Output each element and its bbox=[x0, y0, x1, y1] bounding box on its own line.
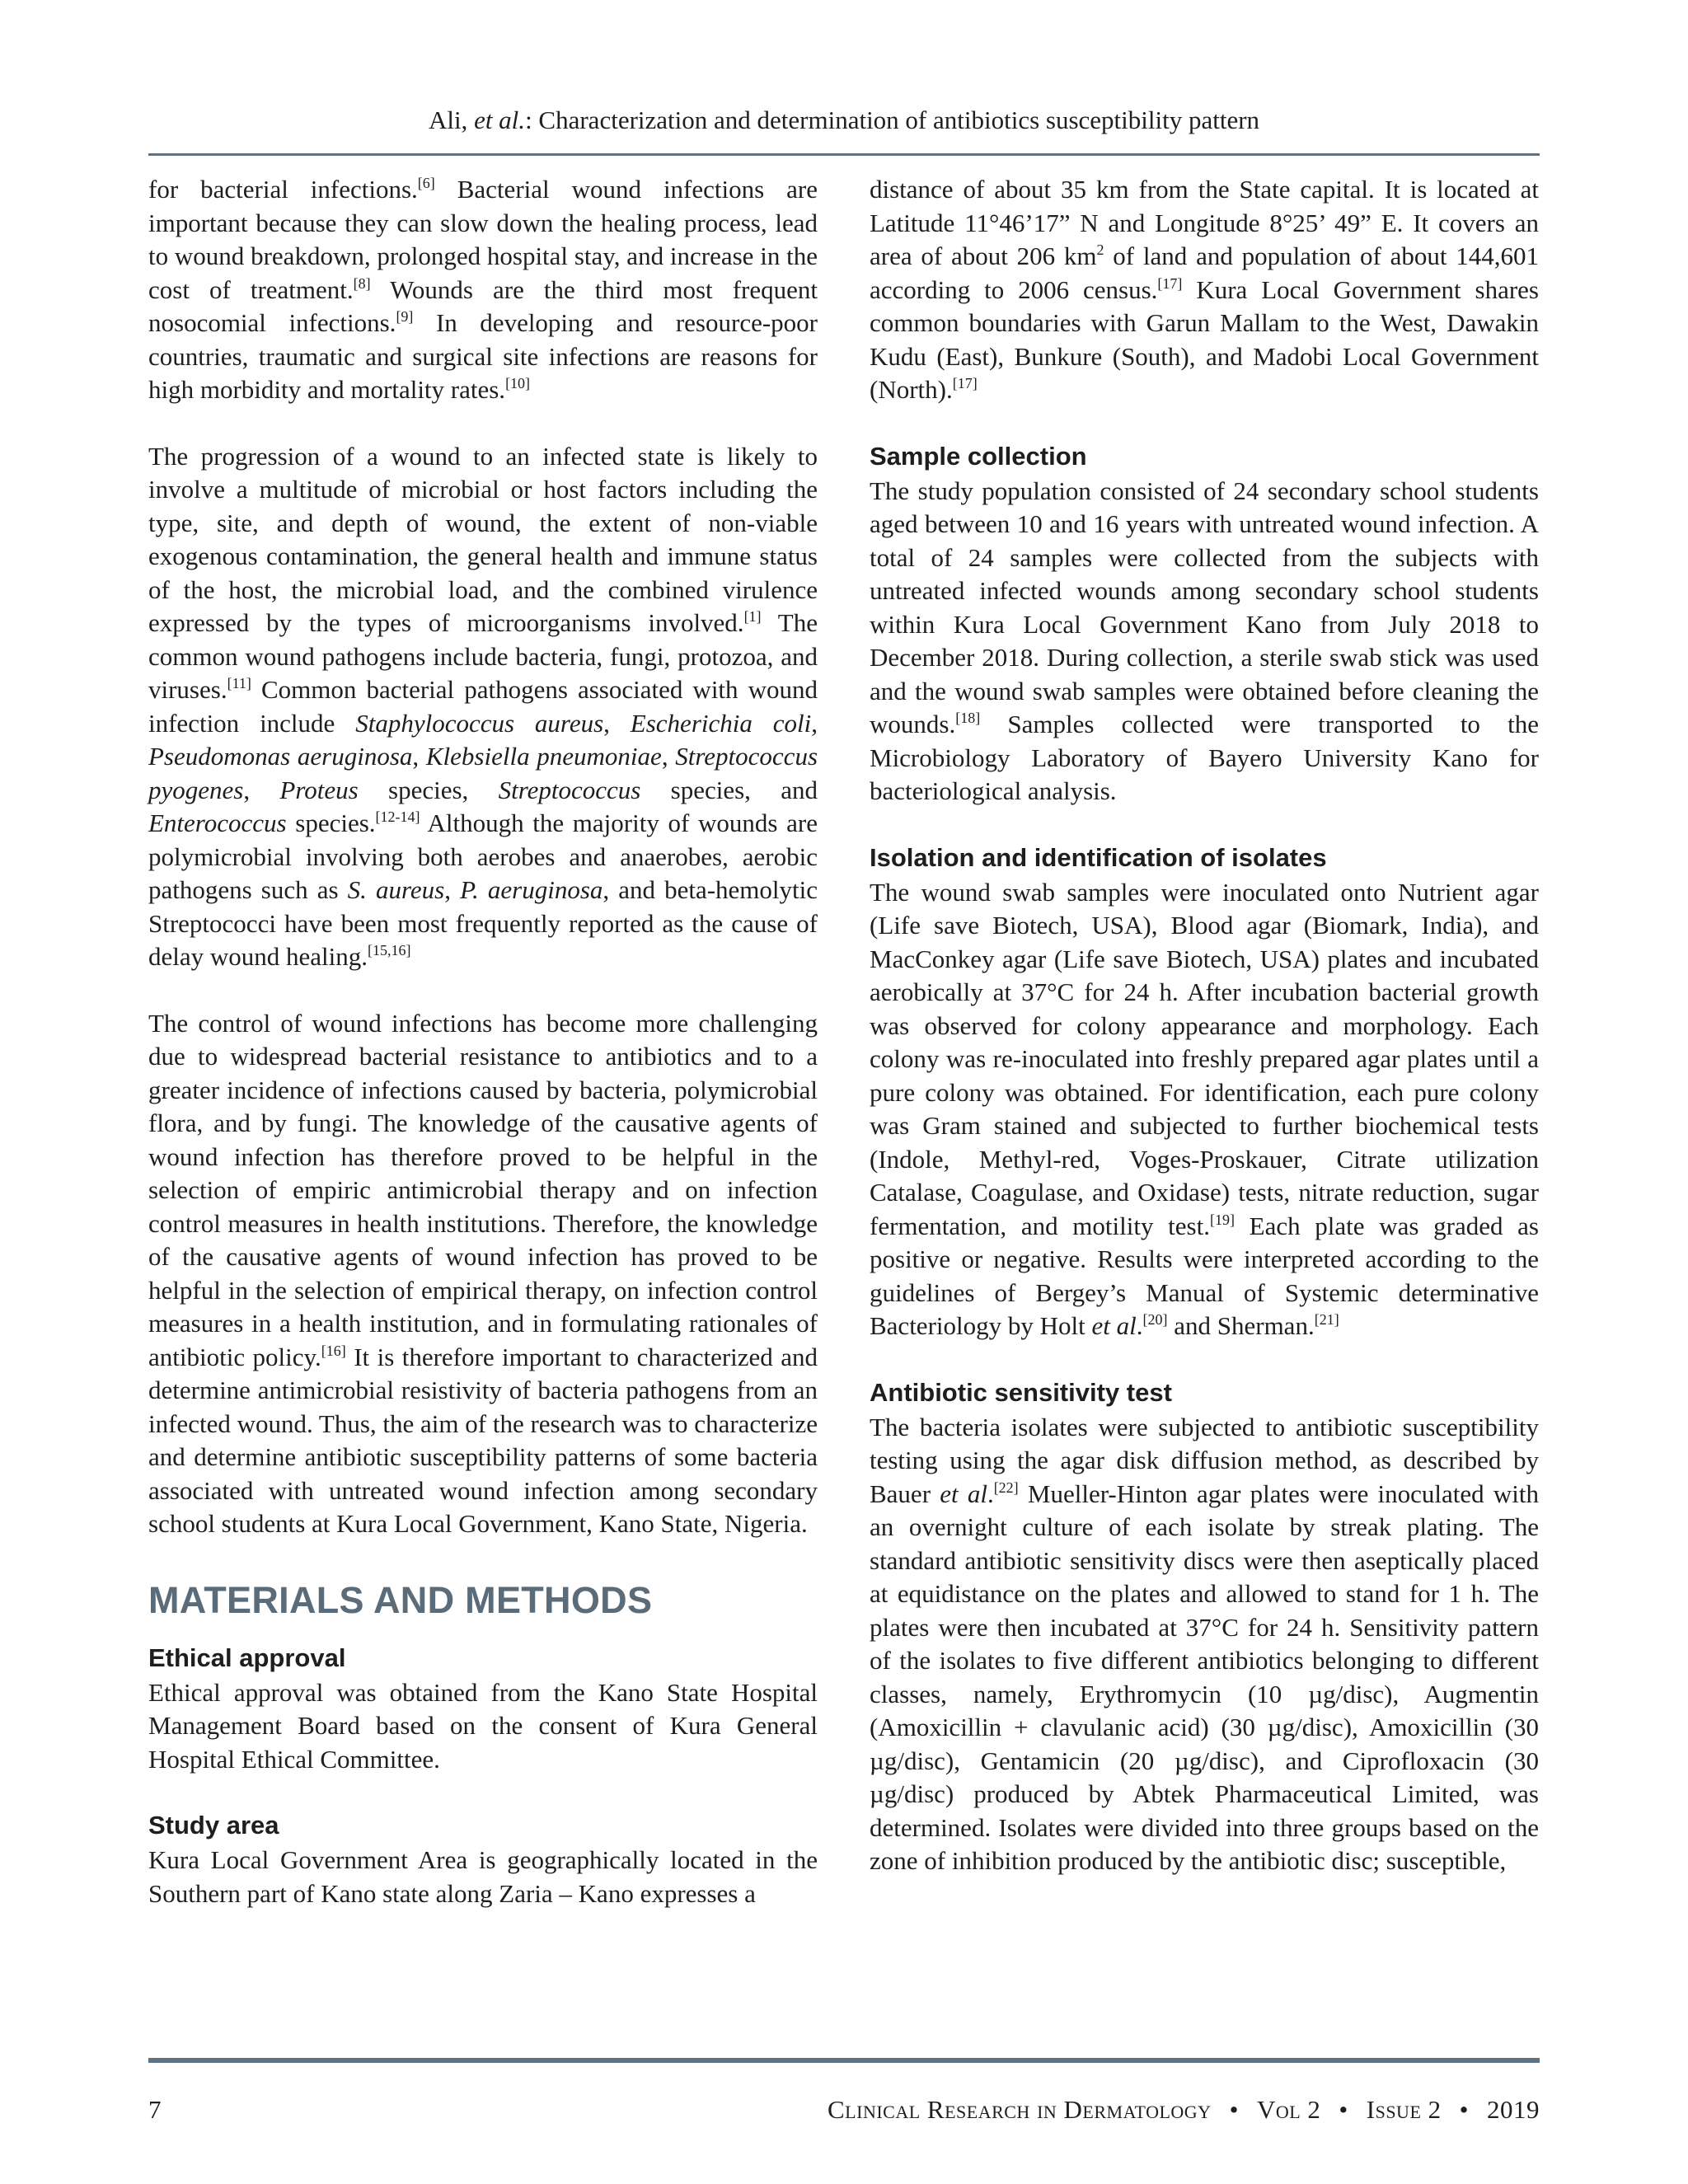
text-run: species, bbox=[358, 775, 499, 804]
journal-info bbox=[828, 2093, 1540, 2126]
footer-bullet: • bbox=[1229, 2095, 1239, 2124]
isolation-paragraph bbox=[870, 876, 1539, 1343]
citation-ref: [21] bbox=[1314, 1311, 1339, 1328]
header-author: Ali, bbox=[428, 105, 475, 134]
subheading-isolation: Isolation and identification of isolates bbox=[870, 842, 1327, 872]
page-footer bbox=[148, 2093, 1540, 2126]
left-paragraph-1 bbox=[148, 173, 818, 407]
species-name: Staphylococcus aureus bbox=[355, 708, 604, 738]
text-run: The study population consisted of 24 secondary school students aged between 10 and 16 years with untreated wound infection. A total of 24 samples were collected from the subjects with untreated infected wounds among secondary school students within Kura Local Government Kano from July 2018 to December 2018. During collection, a sterile swab stick was used and the wound swab samples were obtained before cleaning the wounds. bbox=[870, 476, 1539, 738]
section-heading-materials: MATERIALS AND METHODS bbox=[148, 1578, 653, 1621]
left-paragraph-3 bbox=[148, 1007, 818, 1541]
right-paragraph-1 bbox=[870, 173, 1539, 407]
text-run: Although the majority of wounds are polymicrobial involving both aerobes and anaerobes, aerobic pathogens such as bbox=[148, 808, 818, 904]
left-column bbox=[148, 173, 818, 1910]
citation-ref: [11] bbox=[227, 675, 251, 691]
text-run: The control of wound infections has become more challenging due to widespread bacterial resistance to antibiotics and to a greater incidence of infections caused by bacteria, polymicrobial flora, and by fungi. The knowledge of the causative agents of wound infection has therefore proved to be helpful in the selection of empiric antimicrobial therapy and on infection control measures in health institutions. Therefore, the knowledge of the causative agents of wound infection has proved to be helpful in the selection of empirical therapy, on infection control measures in a health institution, and in formulating rationales of antibiotic policy. bbox=[148, 1008, 818, 1371]
text-run: . bbox=[987, 1479, 994, 1508]
footer-bullet: • bbox=[1459, 2095, 1469, 2124]
text-run: , bbox=[603, 708, 631, 738]
subheading-antibiotic-test: Antibiotic sensitivity test bbox=[870, 1377, 1172, 1407]
citation-ref: [19] bbox=[1209, 1211, 1235, 1228]
species-name: S. aureus bbox=[347, 875, 445, 904]
species-name: Streptococcus pyogenes bbox=[148, 742, 818, 804]
ethical-paragraph: Ethical approval was obtained from the Kano State Hospital Management Board based on the consent of Kura General Hospital Ethical Committee. bbox=[148, 1677, 818, 1774]
antibiotic-paragraph bbox=[870, 1411, 1539, 1878]
citation-ref: [17] bbox=[1157, 274, 1183, 292]
text-run: Samples collected were transported to the Microbiology Laboratory of Bayero University Kano for bacteriological analysis. bbox=[870, 710, 1539, 805]
text-run: species. bbox=[286, 808, 376, 837]
left-paragraph-2 bbox=[148, 440, 818, 974]
text-run: Wounds are the third most frequent nosocomial infections. bbox=[148, 274, 818, 337]
text-run: , bbox=[243, 775, 280, 804]
citation-ref: [22] bbox=[993, 1479, 1019, 1496]
right-column bbox=[870, 173, 1539, 1878]
text-run: Common bacterial pathogens associated with wound infection include bbox=[148, 675, 818, 738]
species-name: Pseudomonas aeruginosa bbox=[148, 742, 413, 771]
citation-ref: [17] bbox=[952, 375, 978, 391]
subheading-sample-collection: Sample collection bbox=[870, 441, 1087, 471]
citation-ref: [18] bbox=[955, 710, 981, 726]
citation-ref: [8] bbox=[353, 274, 371, 292]
text-run: Mueller-Hinton agar plates were inoculated with an overnight culture of each isolate by streak plating. The standard antibiotic sensitivity discs were then aseptically placed at equidistance on the plates and allowed to stand for 1 h. The plates were then incubated at 37°C for 24 h. Sensitivity pattern of the isolates to five different antibiotics belonging to different classes, namely, Erythromycin (10 µg/disc), Augmentin (Amoxicillin + clavulanic acid) (30 µg/disc), Amoxicillin (30 µg/disc), Gentamicin (20 µg/disc), and Ciprofloxacin (30 µg/disc) produced by Abtek Pharmaceutical Limited, was determined. Isolates were divided into three groups based on the zone of inhibition produced by the antibiotic disc; susceptible, bbox=[870, 1479, 1539, 1875]
page-number: 7 bbox=[148, 2095, 162, 2124]
citation-ref: [6] bbox=[417, 175, 435, 191]
subheading-ethical-approval: Ethical approval bbox=[148, 1643, 346, 1672]
header-etal: et al. bbox=[474, 105, 526, 134]
species-name: Proteus bbox=[279, 775, 359, 804]
text-run: In developing and resource-poor countries, traumatic and surgical site infections are reasons for high morbidity and mortality rates. bbox=[148, 308, 818, 404]
year: 2019 bbox=[1487, 2095, 1540, 2124]
et-al: et al bbox=[1091, 1311, 1137, 1340]
et-al: et al bbox=[940, 1479, 987, 1508]
text-run: The common wound pathogens include bacteria, fungi, protozoa, and viruses. bbox=[148, 608, 818, 704]
subheading-study-area: Study area bbox=[148, 1811, 279, 1840]
species-name: Streptococcus bbox=[498, 775, 641, 804]
footer-bullet: • bbox=[1339, 2095, 1348, 2124]
text-run: , bbox=[412, 742, 426, 771]
citation-ref: [20] bbox=[1142, 1311, 1168, 1328]
citation-ref: [9] bbox=[396, 308, 414, 325]
footer-rule bbox=[148, 2058, 1540, 2063]
text-run: Kura Local Government shares common boundaries with Garun Mallam to the West, Dawakin Kudu (East), Bunkure (South), and Madobi Local Government (North). bbox=[870, 274, 1539, 404]
volume: Vol 2 bbox=[1256, 2095, 1321, 2124]
text-run: , and beta-hemolytic Streptococci have been most frequently reported as the cause of delay wound healing. bbox=[148, 875, 818, 971]
text-run: The wound swab samples were inoculated onto Nutrient agar (Life save Biotech, USA), Blood agar (Biomark, India), and MacConkey agar (Life save Biotech, USA) plates and incubated aerobically at 37°C for 24 h. After incubation bacterial growth was observed for colony appearance and morphology. Each colony was re-inoculated into freshly prepared agar plates until a pure colony was obtained. For identification, each pure colony was Gram stained and subjected to further biochemical tests (Indole, Methyl-red, Voges-Proskauer, Citrate utilization Catalase, Coagulase, and Oxidase) tests, nitrate reduction, sugar fermentation, and motility test. bbox=[870, 877, 1539, 1240]
text-run: , bbox=[811, 708, 818, 738]
text-run: Bacterial wound infections are important because they can slow down the healing process, lead to wound breakdown, prolonged hospital stay, and increase in the cost of treatment. bbox=[148, 175, 818, 304]
sample-collection-paragraph bbox=[870, 475, 1539, 808]
text-run: species, and bbox=[640, 775, 818, 804]
text-run: The progression of a wound to an infected state is likely to involve a multitude of microbial or host factors including the type, site, and depth of wound, the extent of non-viable exogenous contamination, the general health and immune status of the host, the microbial load, and the combined virulence expressed by the types of microorganisms involved. bbox=[148, 441, 818, 637]
text-run: It is therefore important to characterized and determine antimicrobial resistivity of bacteria pathogens from an infected wound. Thus, the aim of the research was to characterize and determine antibiotic susceptibility patterns of some bacteria associated with untreated wound infection among secondary school students at Kura Local Government, Kano State, Nigeria. bbox=[148, 1342, 818, 1538]
text-run: of land and population of about 144,601 according to 2006 census. bbox=[870, 241, 1539, 304]
text-run: and Sherman. bbox=[1167, 1311, 1315, 1340]
citation-ref: [16] bbox=[321, 1342, 346, 1359]
header-rule bbox=[148, 153, 1540, 156]
running-head bbox=[148, 104, 1540, 137]
study-area-paragraph: Kura Local Government Area is geographically located in the Southern part of Kano state along Zaria – Kano expresses a bbox=[148, 1845, 818, 1908]
text-run: , bbox=[444, 875, 461, 904]
species-name: Escherichia coli bbox=[630, 708, 812, 738]
text-run: The bacteria isolates were subjected to antibiotic susceptibility testing using the agar disk diffusion method, as described by Bauer bbox=[870, 1412, 1539, 1508]
citation-ref: [1] bbox=[743, 608, 762, 625]
superscript: 2 bbox=[1096, 241, 1104, 258]
species-name: Enterococcus bbox=[148, 808, 287, 837]
text-run: for bacterial infections. bbox=[148, 175, 418, 204]
text-run: distance of about 35 km from the State capital. It is located at Latitude 11°46’17” N and Longitude 8°25’ 49” E. It covers an area of about 206 km bbox=[870, 175, 1539, 270]
citation-ref: [12-14] bbox=[375, 808, 420, 825]
text-run: . bbox=[1136, 1311, 1143, 1340]
journal-name: Clinical Research in Dermatology bbox=[828, 2095, 1212, 2124]
species-name: P. aeruginosa bbox=[460, 875, 603, 904]
issue: Issue 2 bbox=[1366, 2095, 1442, 2124]
species-name: Klebsiella pneumoniae bbox=[425, 742, 662, 771]
text-run: Each plate was graded as positive or negative. Results were interpreted according to the guidelines of Bergey’s Manual of Systemic determinative Bacteriology by Holt bbox=[870, 1211, 1539, 1340]
text-run: , bbox=[661, 742, 676, 771]
citation-ref: [10] bbox=[505, 375, 531, 391]
citation-ref: [15,16] bbox=[368, 942, 411, 958]
header-title: : Characterization and determination of antibiotics susceptibility pattern bbox=[525, 105, 1260, 134]
